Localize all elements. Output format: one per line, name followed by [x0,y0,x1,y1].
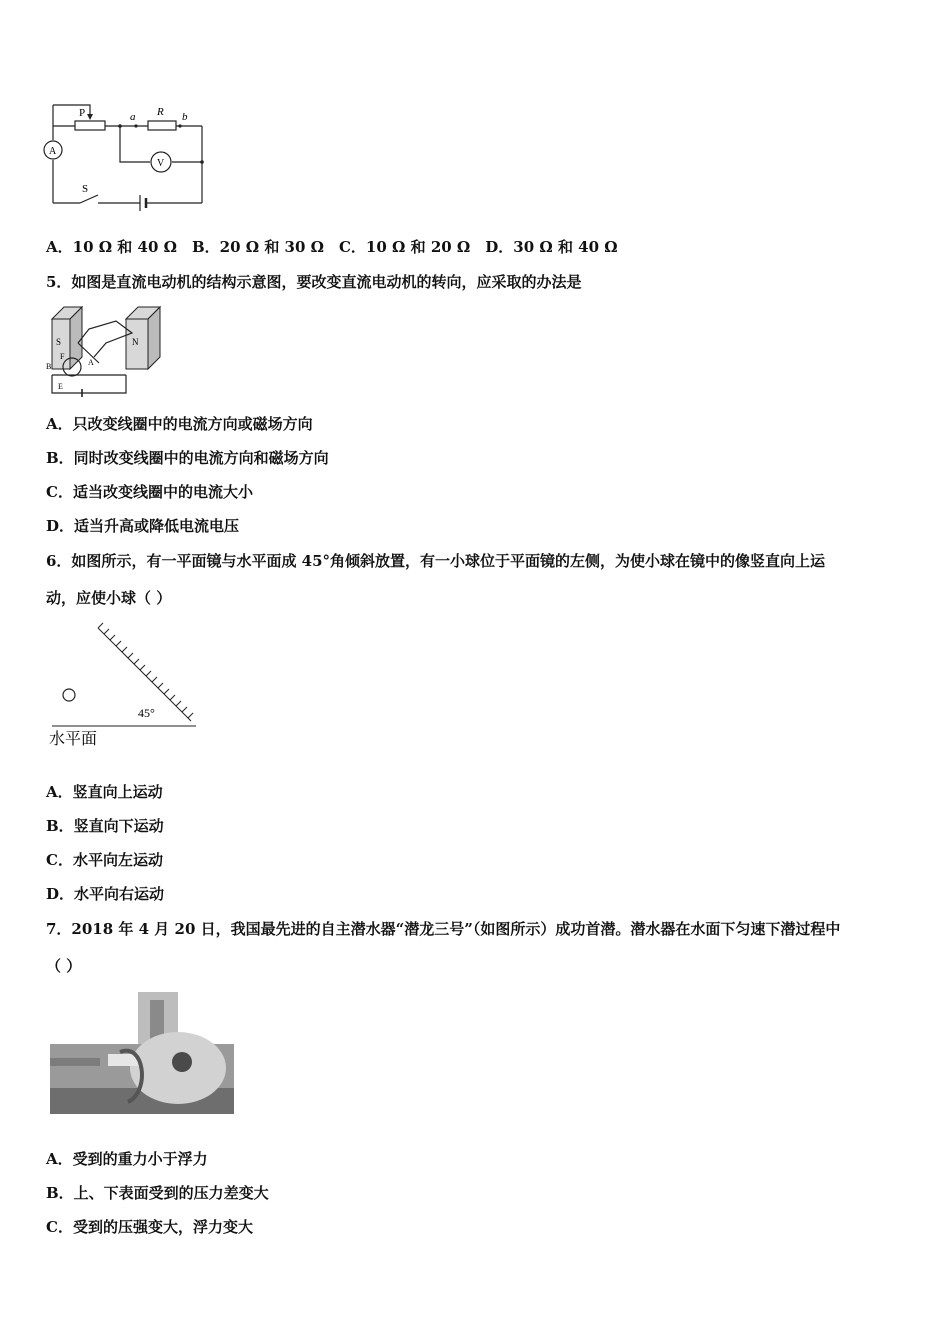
ammeter-label: A [49,146,57,157]
q6-option-d: D．水平向右运动 [46,885,165,903]
label-b: B [46,362,52,371]
label-a: A [88,358,94,367]
pole-n: N [132,337,139,347]
q7-option-c: C．受到的压强变大，浮力变大 [46,1218,253,1236]
q5-option-c: C．适当改变线圈中的电流大小 [46,483,253,501]
q6-option-c: C．水平向左运动 [46,851,163,869]
label-a: a [130,111,136,123]
q5-stem: 5．如图是直流电动机的结构示意图，要改变直流电动机的转向，应采取的办法是 [46,273,582,291]
q7-stem-line2: （ ） [46,957,82,975]
q5-option-a: A．只改变线圈中的电流方向或磁场方向 [46,415,313,433]
q7-option-b: B．上、下表面受到的压力差变大 [46,1184,269,1202]
q6-option-a: A．竖直向上运动 [46,783,163,801]
label-e: E [58,382,63,391]
circuit-diagram [40,95,220,215]
label-b: b [182,111,188,123]
label-f: F [60,352,65,361]
label-p: P [79,107,86,119]
mirror-diagram [46,622,206,752]
pole-s: S [56,337,62,347]
q6-stem-line2: 动，应使小球（ ） [46,589,172,607]
q7-stem-line1: 7．2018 年 4 月 20 日，我国最先进的自主潜水器“潜龙三号”（如图所示）成功首潜。潜水器在水面下匀速下潜过程中 [46,920,841,938]
q4-options: A．10 Ω 和 40 Ω B．20 Ω 和 30 Ω C．10 Ω 和 20 Ω D．30 Ω 和 40 Ω [46,238,618,256]
motor-diagram [44,303,166,397]
angle-label: 45° [138,706,155,720]
ball [63,689,75,701]
horizontal-label: 水平面 [49,729,98,748]
label-r: R [157,106,164,118]
q6-option-b: B．竖直向下运动 [46,817,164,835]
q5-option-b: B．同时改变线圈中的电流方向和磁场方向 [46,449,329,467]
submersible-photo [50,992,234,1114]
voltmeter-label: V [157,158,165,169]
label-s: S [82,183,89,195]
q6-stem-line1: 6．如图所示，有一平面镜与水平面成 45°角倾斜放置，有一小球位于平面镜的左侧，为使小球在镜中的像竖直向上运 [46,552,826,570]
q7-option-a: A．受到的重力小于浮力 [46,1150,208,1168]
q5-option-d: D．适当升高或降低电流电压 [46,517,240,535]
